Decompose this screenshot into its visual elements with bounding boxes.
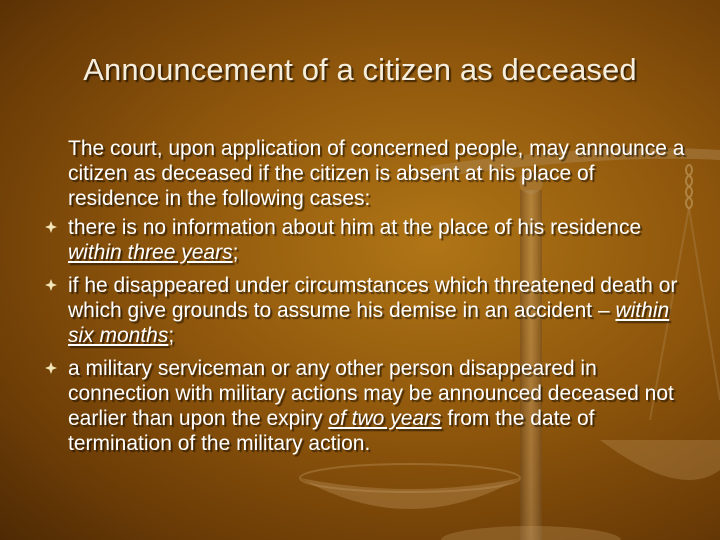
bullet-text: there is no information about him at the place of his residence	[68, 216, 642, 239]
four-point-star-icon	[45, 362, 57, 374]
four-point-star-icon	[45, 279, 57, 291]
list-item	[36, 273, 686, 348]
bullet-emphasis: of two years	[328, 407, 442, 430]
list-item	[36, 215, 686, 265]
bullet-text-end: from the date of termination of the military action.	[68, 407, 595, 455]
slide-body	[36, 136, 686, 464]
bullet-emphasis: within three years	[68, 241, 233, 264]
bullet-emphasis: within six months	[68, 299, 670, 347]
list-item	[36, 356, 686, 456]
intro-paragraph: The court, upon application of concerned people, may announce a citizen as deceased if the citizen is absent at his place of residence in the following cases:	[68, 137, 685, 210]
bullet-text-end: ;	[232, 241, 239, 264]
four-point-star-icon	[45, 221, 57, 233]
bullet-text-end: ;	[168, 324, 175, 347]
bullet-text: if he disappeared under circumstances which threatened death or which give grounds to assume his demise in an accident –	[68, 274, 678, 322]
slide-title: Announcement of a citizen as deceased	[83, 52, 637, 87]
bullet-text: a military serviceman or any other person disappeared in connection with military actions may be announced deceased not earlier than upon the expiry	[68, 357, 674, 430]
